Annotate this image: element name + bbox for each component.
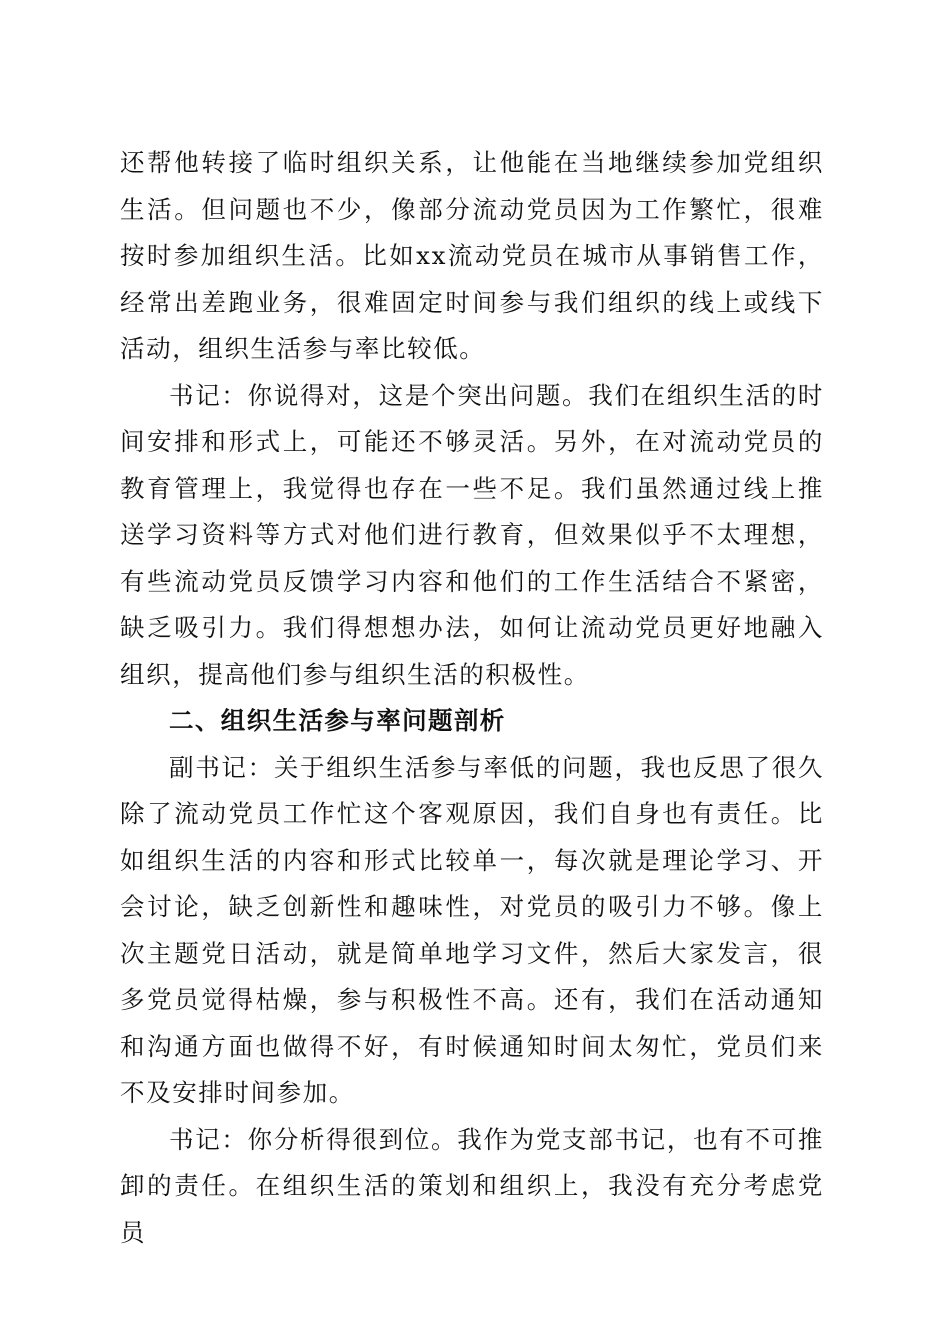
paragraph-secretary-response: 书记：你分析得很到位。我作为党支部书记，也有不可推卸的责任。在组织生活的策划和组织上，我没有充分考虑党员 — [120, 1124, 824, 1247]
paragraph-secretary-reply: 书记：你说得对，这是个突出问题。我们在组织生活的时间安排和形式上，可能还不够灵活。另外，在对流动党员的教育管理上，我觉得也存在一些不足。我们虽然通过线上推送学习资料等方式对他们进行教育，但效果似乎不太理想，有些流动党员反馈学习内容和他们的工作生活结合不紧密，缺乏吸引力。我们得想想办法，如何让流动党员更好地融入组织，提高他们参与组织生活的积极性。 — [120, 380, 824, 689]
section-heading: 二、组织生活参与率问题剖析 — [169, 706, 506, 735]
document-page — [120, 140, 824, 1256]
paragraph-deputy-secretary: 副书记：关于组织生活参与率低的问题，我也反思了很久除了流动党员工作忙这个客观原因，我们自身也有责任。比如组织生活的内容和形式比较单一，每次就是理论学习、开会讨论，缺乏创新性和趣味性，对党员的吸引力不够。像上次主题党日活动，就是简单地学习文件，然后大家发言，很多党员觉得枯燥，参与积极性不高。还有，我们在活动通知和沟通方面也做得不好，有时候通知时间太匆忙，党员们来不及安排时间参加。 — [120, 752, 824, 1107]
paragraph-continuation: 还帮他转接了临时组织关系，让他能在当地继续参加党组织生活。但问题也不少，像部分流动党员因为工作繁忙，很难按时参加组织生活。比如xx流动党员在城市从事销售工作，经常出差跑业务，很难固定时间参与我们组织的线上或线下活动，组织生活参与率比较低。 — [120, 148, 824, 363]
